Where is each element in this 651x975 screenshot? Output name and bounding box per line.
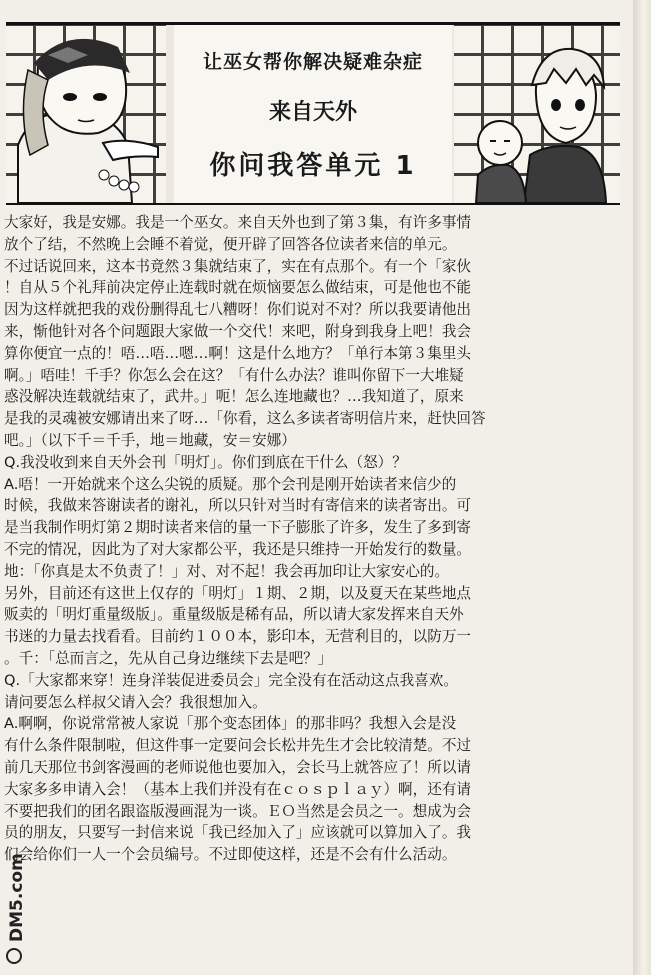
text-line: 是我的灵魂被安娜请出来了呀…「你看，这么多读者寄明信片来，赶快回答 xyxy=(4,410,486,428)
text-line: 书迷的力量去找看看。目前约１００本，影印本，无营利目的，以防万一 xyxy=(4,628,472,646)
text-line: 另外，目前还有这世上仅存的「明灯」１期、２期，以及夏天在某些地点 xyxy=(4,584,472,602)
text-line: 贩卖的「明灯重量级版」。重量级版是稀有品，所以请大家发挥来自天外 xyxy=(4,606,464,624)
text-line: 大家好，我是安娜。我是一个巫女。来自天外也到了第３集，有许多事情 xyxy=(4,214,472,231)
qa-body-text xyxy=(4,212,632,866)
dm5-watermark-logo xyxy=(4,846,28,946)
text-line: 是当我制作明灯第２期时读者来信的量一下子膨胀了许多，发生了多到寄 xyxy=(4,519,472,537)
characters-illustration xyxy=(454,25,620,203)
text-line: 前几天那位书剑客漫画的老师说他也要加入，会长马上就答应了！所以请 xyxy=(4,758,472,776)
text-line: 算你便宜一点的！唔…唔…嗯…啊！这是什么地方？「单行本第３集里头 xyxy=(4,344,472,362)
text-line: 因为这样就把我的戏份删得乱七八糟呀！你们说对不对？所以我要请他出 xyxy=(4,301,472,319)
text-line: 们会给你们一人一个会员编号。不过即使这样，还是不会有什么活动。 xyxy=(4,846,457,864)
page-gutter xyxy=(633,0,651,975)
series-title: 来自天外 xyxy=(268,100,357,125)
question-line: Q.「大家都来穿！连身洋装促进委员会」完全没有在活动这点我喜欢。 xyxy=(4,671,458,689)
header-banner xyxy=(6,22,620,205)
title-panel xyxy=(174,25,452,203)
text-line: 。千：「总而言之，先从自己身边继续下去是吧？」 xyxy=(4,649,333,667)
text-line: 有什么条件限制啦，但这件事一定要问会长松井先生才会比较清楚。不过 xyxy=(4,737,472,755)
text-line: 请问要怎么样叔父请入会？我很想加入。 xyxy=(4,693,267,711)
answer-line: A.唔！一开始就来个这么尖锐的质疑。那个会刊是刚开始读者来信少的 xyxy=(4,475,457,493)
answer-line: A.啊啊，你说常常被人家说「那个变态团体」的那非吗？我想入会是没 xyxy=(4,715,457,733)
section-title: 你问我答单元 1 xyxy=(209,151,417,181)
text-line: 地：「你真是太不负责了！」对、对不起！我会再加印让大家安心的。 xyxy=(4,562,450,580)
text-line: 放个了结，不然晚上会睡不着觉，便开辟了回答各位读者来信的单元。 xyxy=(4,235,457,253)
text-line: 惑没解决连载就结束了，武井。」呃！怎么连地藏也？…我知道了，原来 xyxy=(4,388,464,406)
text-line: 来，惭他针对各个问题跟大家做一个交代！来吧，附身到我身上吧！我会 xyxy=(4,322,472,340)
text-line: 大家多多申请入会！（基本上我们并没有在ｃｏｓｐｌａｙ）啊，还有请 xyxy=(4,780,472,798)
watermark-dot xyxy=(6,948,22,964)
text-line: 不过话说回来，这本书竟然３集就结束了，实在有点那个。有一个「家伙 xyxy=(4,257,472,275)
series-subtitle: 让巫女帮你解决疑难杂症 xyxy=(202,51,423,73)
text-line: 不要把我们的团名跟盗版漫画混为一谈。ＥＯ当然是会员之一。想成为会 xyxy=(4,802,472,820)
watermark-text: DM5.com xyxy=(7,853,27,942)
text-line: 吧。」（以下千＝千手，地＝地藏，安＝安娜） xyxy=(4,431,296,449)
text-line: 员的朋友，只要写一封信来说「我已经加入了」应该就可以算加入了。我 xyxy=(4,824,472,842)
text-line: 时候，我做来答谢读者的谢礼，所以只针对当时有寄信来的读者寄出。可 xyxy=(4,497,472,515)
text-line: ！自从５个礼拜前决定停止连载时就在烦恼要怎么做结束，可是他也不能 xyxy=(4,279,472,297)
question-line: Q.我没收到来自天外会刊「明灯」。你们到底在干什么（怒）？ xyxy=(4,453,407,471)
text-line: 啊。」唔哇！千手？你怎么会在这？「有什么办法？谁叫你留下一大堆疑 xyxy=(4,366,464,384)
text-line: 不完的情况，因此为了对大家都公平，我还是只维持一开始发行的数量。 xyxy=(4,540,472,558)
shrine-maiden-illustration xyxy=(8,25,168,203)
